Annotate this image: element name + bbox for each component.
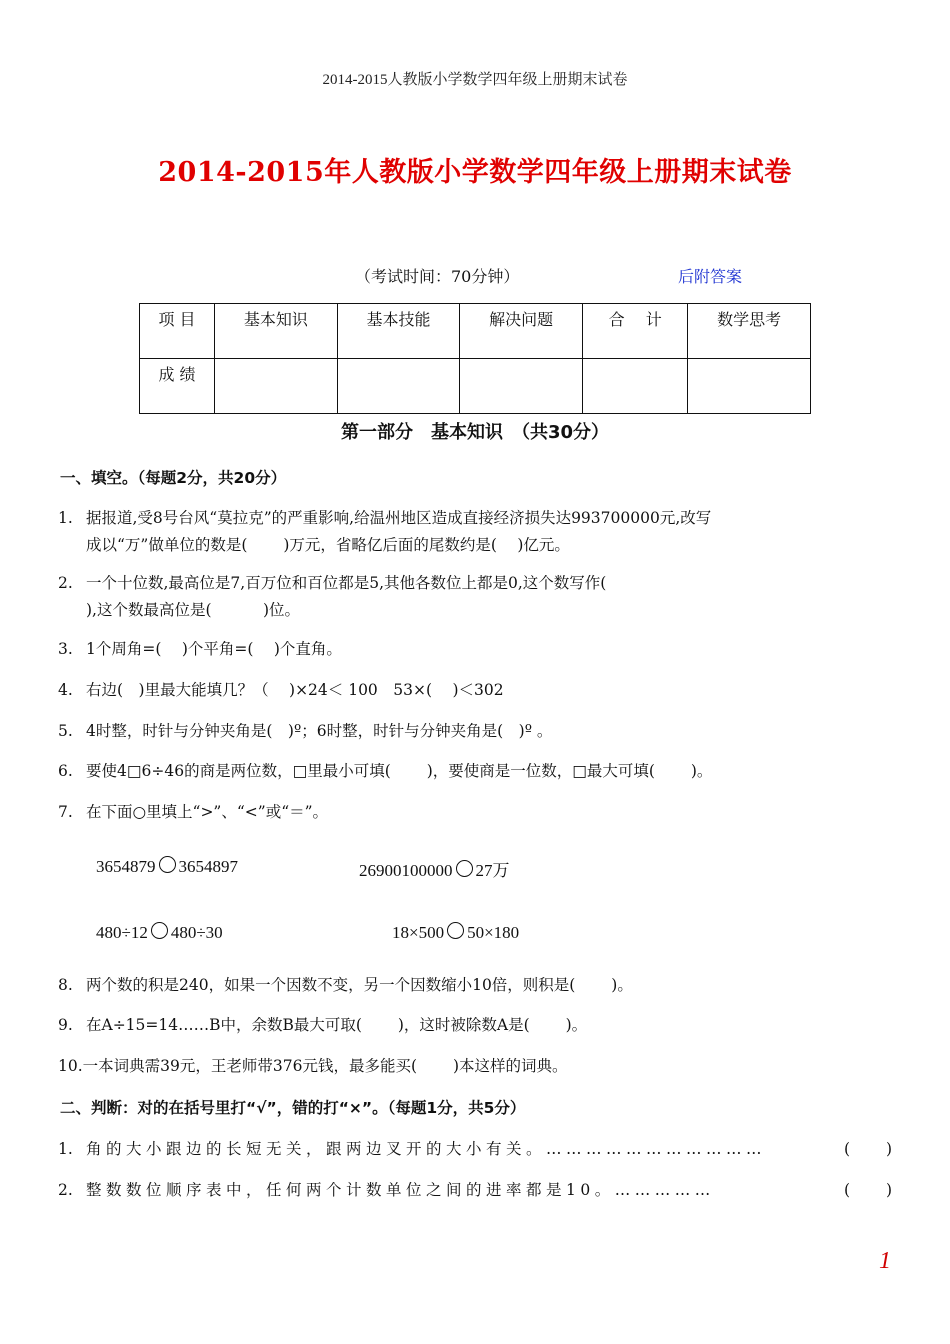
score-table-header: 数学思考	[688, 304, 811, 359]
score-table-header-row	[140, 304, 811, 359]
score-table-header: 解决问题	[460, 304, 583, 359]
answer-bracket[interactable]: ( )	[843, 1140, 892, 1158]
comparison-item	[392, 922, 519, 943]
question-number: 1.	[58, 509, 73, 527]
score-table-score-row	[140, 359, 811, 414]
question-text: 要使4□6÷46的商是两位数，□里最小可填( )，要使商是一位数，□最大可填( )。	[86, 762, 713, 780]
question-text: 1个周角=( )个平角=( )个直角。	[86, 640, 342, 658]
question-text: 一本词典需39元，王老师带376元钱，最多能买( )本这样的词典。	[82, 1057, 568, 1075]
score-table-header: 合 计	[583, 304, 688, 359]
question-9	[58, 1012, 587, 1039]
question-text: 据报道,受8号台风“莫拉克”的严重影响,给温州地区造成直接经济损失达993700000元,改写	[86, 509, 712, 527]
question-text: 4时整，时针与分钟夹角是( )º；6时整，时针与分钟夹角是( )º 。	[86, 722, 553, 740]
question-6	[58, 758, 712, 785]
question-text: 一个十位数,最高位是7,百万位和百位都是5,其他各数位上都是0,这个数写作(	[86, 574, 607, 592]
judge-text: 整数数位顺序表中，任何两个计数单位之间的进率都是10。……………	[86, 1181, 715, 1199]
question-5	[58, 718, 552, 745]
question-1	[58, 505, 898, 559]
score-row-label: 成 绩	[140, 359, 215, 414]
question-number: 9.	[58, 1016, 73, 1034]
score-cell[interactable]	[460, 359, 583, 414]
comparison-left: 480÷12	[96, 923, 148, 942]
section-heading-fill: 一、填空。（每题2分，共20分）	[60, 469, 287, 487]
score-cell[interactable]	[583, 359, 688, 414]
page-title: 2014-2015年人教版小学数学四年级上册期末试卷	[158, 157, 792, 188]
question-number: 2.	[58, 1181, 73, 1199]
answer-circle-icon[interactable]	[159, 856, 176, 873]
comparison-right: 50×180	[467, 923, 520, 942]
question-2	[58, 570, 898, 624]
question-number: 5.	[58, 722, 73, 740]
exam-time: （考试时间：70分钟）	[355, 267, 520, 286]
answer-circle-icon[interactable]	[151, 922, 168, 939]
question-7	[58, 799, 328, 826]
section-heading-judge: 二、判断：对的在括号里打“√”，错的打“×”。（每题1分，共5分）	[60, 1099, 526, 1117]
question-4	[58, 677, 504, 704]
answer-bracket[interactable]: ( )	[843, 1181, 892, 1199]
question-number: 7.	[58, 803, 73, 821]
comparison-right: 3654897	[178, 857, 238, 876]
judge-item-1	[58, 1137, 892, 1159]
question-number: 10.	[58, 1057, 83, 1075]
comparison-left: 26900100000	[359, 861, 453, 880]
question-text: 两个数的积是240，如果一个因数不变，另一个因数缩小10倍，则积是( )。	[86, 976, 633, 994]
question-number: 3.	[58, 640, 73, 658]
question-text: 右边( )里最大能填几？（ )×24＜ 100 53×( )＜302	[86, 681, 504, 699]
answer-note: 后附答案	[678, 267, 743, 286]
question-text-continued: 成以“万”做单位的数是( )万元，省略亿后面的尾数约是( )亿元。	[86, 536, 570, 554]
score-cell[interactable]	[337, 359, 460, 414]
question-number: 4.	[58, 681, 73, 699]
question-text-continued: ),这个数最高位是( )位。	[86, 601, 300, 619]
score-table-header: 项 目	[140, 304, 215, 359]
answer-circle-icon[interactable]	[456, 860, 473, 877]
comparison-item	[96, 922, 223, 943]
judge-item-2	[58, 1178, 892, 1200]
answer-circle-icon[interactable]	[447, 922, 464, 939]
score-table-header: 基本技能	[337, 304, 460, 359]
part-title: 第一部分 基本知识 （共30分）	[340, 422, 610, 443]
score-cell[interactable]	[215, 359, 338, 414]
comparison-item	[96, 856, 238, 877]
comparison-right: 27万	[475, 861, 510, 880]
question-number: 1.	[58, 1140, 73, 1158]
question-number: 6.	[58, 762, 73, 780]
judge-text: 角的大小跟边的长短无关，跟两边叉开的大小有关。……………………………	[86, 1140, 767, 1158]
question-number: 8.	[58, 976, 73, 994]
comparison-right: 480÷30	[170, 923, 223, 942]
question-text: 在下面○里填上“>”、“<”或“＝”。	[86, 803, 329, 821]
comparison-left: 18×500	[392, 923, 445, 942]
page-number: 1	[879, 1248, 891, 1274]
comparison-item	[359, 856, 510, 881]
running-header: 2014-2015人教版小学数学四年级上册期末试卷	[322, 72, 628, 88]
score-table	[139, 303, 811, 414]
question-text: 在A÷15=14……B中，余数B最大可取( )，这时被除数A是( )。	[86, 1016, 588, 1034]
score-table-header: 基本知识	[215, 304, 338, 359]
score-cell[interactable]	[688, 359, 811, 414]
question-10	[58, 1053, 568, 1080]
question-8	[58, 972, 633, 999]
question-number: 2.	[58, 574, 73, 592]
comparison-left: 3654879	[96, 857, 156, 876]
question-3	[58, 636, 342, 663]
